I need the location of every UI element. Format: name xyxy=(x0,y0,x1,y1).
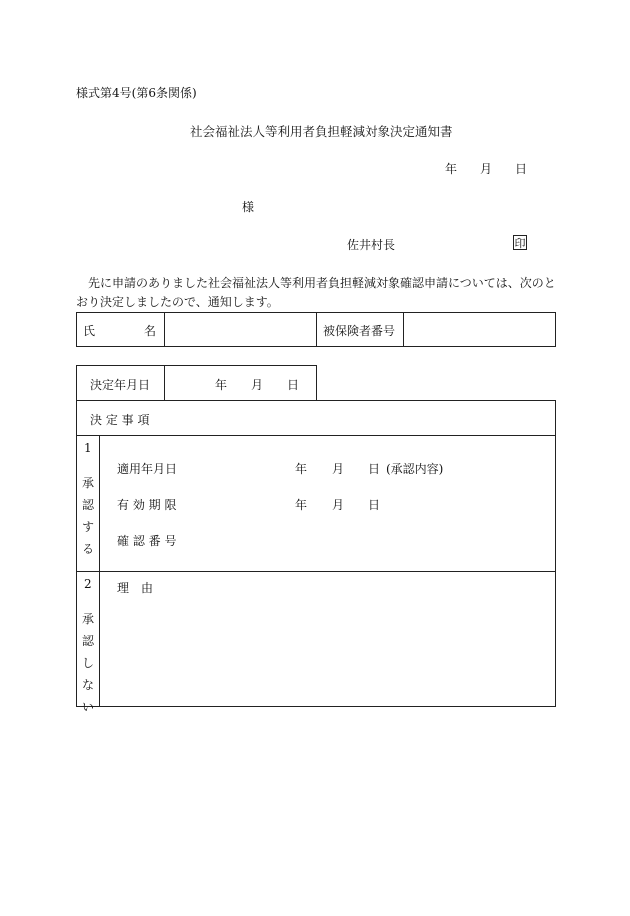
decision-items-table xyxy=(76,400,556,707)
reject-label-char: い xyxy=(81,700,94,714)
date-day: 日 xyxy=(515,162,528,176)
decision-date-year: 年 xyxy=(215,378,228,392)
decision-date-month: 月 xyxy=(251,378,264,392)
form-number: 様式第4号(第6条関係) xyxy=(76,86,197,100)
reject-label-char: し xyxy=(81,656,94,670)
validity-year: 年 xyxy=(295,498,308,512)
validity-month: 月 xyxy=(332,498,345,512)
reject-label xyxy=(81,608,95,718)
approve-label-char: る xyxy=(81,542,94,556)
body-text-line-2: おり決定しましたので、通知します。 xyxy=(76,295,279,309)
applied-date-month: 月 xyxy=(332,462,345,476)
decision-date-day: 日 xyxy=(287,378,300,392)
reject-number: 2 xyxy=(84,577,92,591)
date-month: 月 xyxy=(480,162,493,176)
confirmation-number-label: 確 認 番 号 xyxy=(117,534,177,548)
recipient-suffix: 様 xyxy=(242,200,255,214)
name-label-first: 氏 xyxy=(83,324,96,338)
date-year: 年 xyxy=(445,162,458,176)
decision-items-header: 決 定 事 項 xyxy=(90,413,150,427)
approve-label-char: 承 xyxy=(81,476,94,490)
reject-label-char: 承 xyxy=(81,612,94,626)
applied-date-year: 年 xyxy=(295,462,308,476)
approve-label-char: 認 xyxy=(81,498,94,512)
insured-number-label: 被保険者番号 xyxy=(323,324,396,338)
document-title: 社会福祉法人等利用者負担軽減対象決定通知書 xyxy=(190,124,453,139)
applied-date-label: 適用年月日 xyxy=(117,462,178,476)
issuer-name: 佐井村長 xyxy=(347,238,396,252)
validity-day: 日 xyxy=(368,498,381,512)
applied-date-note: (承認内容) xyxy=(386,462,444,476)
reason-label: 理 由 xyxy=(117,581,154,595)
reject-label-char: な xyxy=(81,678,94,692)
decision-date-label: 決定年月日 xyxy=(90,378,151,392)
approve-label-char: す xyxy=(81,520,94,534)
approve-number: 1 xyxy=(84,441,92,455)
validity-label: 有 効 期 限 xyxy=(117,498,177,512)
approve-label xyxy=(81,472,95,560)
applied-date-day: 日 xyxy=(368,462,381,476)
reject-label-char: 認 xyxy=(81,634,94,648)
body-text-line-1: 先に申請のありました社会福祉法人等利用者負担軽減対象確認申請については、次のと xyxy=(88,276,556,290)
seal-mark: 印 xyxy=(514,237,526,250)
name-label-last: 名 xyxy=(144,324,157,338)
